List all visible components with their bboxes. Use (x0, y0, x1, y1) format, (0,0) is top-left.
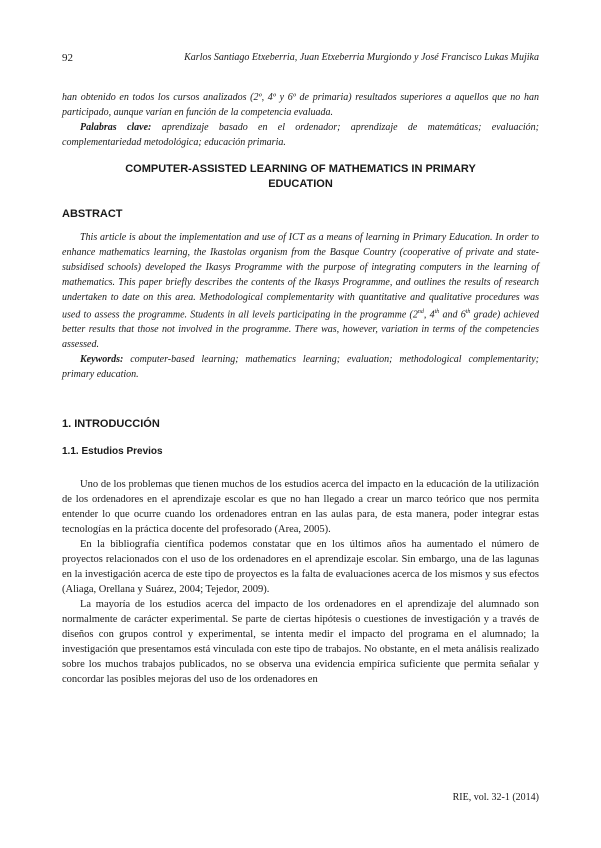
page-number: 92 (62, 52, 73, 64)
english-keywords-text: computer-based learning; mathematics learning; evaluation; methodological complementarity; primary education. (62, 354, 539, 381)
abstract-text-part2: , 4 (423, 309, 435, 321)
body-paragraph-3: La mayoría de los estudios acerca del impacto de los ordenadores en el aprendizaje del alumnado son normalmente de carácter experimental. Se parte de ciertas hipótesis o cuestiones de investigación y a través de diseños con grupos control y experimental, se intenta medir el impacto del programa en el alumnado; la investigación que presentamos está vinculada con este tipo de trabajos. No obstante, en el meta análisis realizado sobre los muchos trabajos publicados, no se observa una evidencia empírica suficiente que permita señalar y concordar las posibles mejoras del uso de los ordenadores en (62, 599, 539, 686)
spanish-keywords-text: aprendizaje basado en el ordenador; aprendizaje de matemáticas; evaluación; complementariedad metodológica; educación primaria. (62, 122, 539, 148)
abstract-sup-nd: nd (417, 309, 424, 315)
abstract-text-part1: This article is about the implementation and use of ICT as a means of learning in Primary Education. In order to enhance mathematics learning, the Ikastolas organism from the Basque Country (cooperative of private and state-subsidised schools) developed the Ikasys Programme with the purpose of integrating computers in the learning of mathematics. This paper briefly describes the contents of the Ikasys Programme, and outlines the results of research undertaken to date on this area. Methodological complementarity with quantitative and qualitative procedures was used to assess the programme. Students in all levels participating in the programme (2 (62, 232, 539, 321)
abstract-text-part4: grade) achieved better results that those not involved in the programme. There was, however, variation in terms of the competencies assessed. (62, 309, 540, 351)
spanish-abstract-end: han obtenido en todos los cursos analizados (2º, 4º y 6º de primaria) resultados superiores a aquellos que no han participado, aunque varían en función de la competencia evaluada. (62, 92, 539, 118)
body-paragraph-1: Uno de los problemas que tienen muchos de los estudios acerca del impacto en la educación de la utilización de los ordenadores en el aprendizaje escolar es que no han llegado a crear un marco teórico que nos permita entender lo que ocurre cuando los ordenadores entran en las aulas para, de esta manera, poder integrar estas tecnologías en la práctica docente del profesorado (Area, 2005). (62, 479, 539, 536)
english-title: COMPUTER-ASSISTED LEARNING OF MATHEMATICS IN PRIMARY EDUCATION (125, 163, 476, 190)
abstract-sup-th1: th (434, 309, 440, 315)
running-head: Karlos Santiago Etxeberria, Juan Etxeberria Murgiondo y José Francisco Lukas Mujika (184, 52, 539, 63)
spanish-keywords (62, 120, 539, 150)
section-heading: 1. INTRODUCCIÓN (62, 418, 160, 431)
subsection-heading: 1.1. Estudios Previos (62, 446, 163, 458)
abstract-text-part3: and 6 (439, 309, 466, 321)
english-keywords-label: Keywords: (80, 354, 124, 366)
abstract-text (62, 230, 539, 352)
abstract-heading: ABSTRACT (62, 208, 123, 220)
abstract-sup-th2: th (465, 309, 471, 315)
page-content (62, 90, 539, 687)
body-text (62, 477, 539, 687)
spanish-keywords-label: Palabras clave: (80, 122, 152, 133)
english-keywords (62, 352, 539, 382)
body-paragraph-2: En la bibliografía científica podemos constatar que en los últimos años ha aumentado el número de proyectos relacionados con el uso de los ordenadores en el aprendizaje escolar. Sin embargo, una de las lagunas en la investigación acerca de este tipo de proyectos es la falta de evaluaciones acerca de los mismos y sus efectos (Aliaga, Orellana y Suárez, 2004; Tejedor, 2009). (62, 539, 539, 596)
journal-footer: RIE, vol. 32-1 (2014) (452, 792, 539, 803)
